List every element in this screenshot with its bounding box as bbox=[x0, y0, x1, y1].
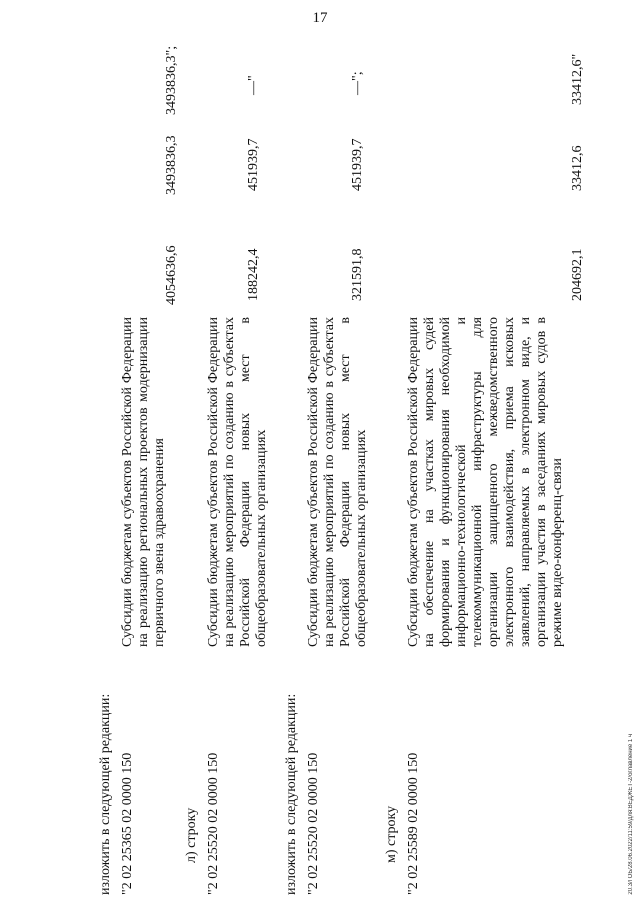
row-description: Субсидии бюджетам субъектов Российской Федерации на реализацию мероприятий по созданию в субъектах Российской Федерации новых мест в общеобразовательных организациях bbox=[206, 317, 269, 647]
lead-text: изложить в следующей редакции: bbox=[98, 693, 113, 895]
value-2023: 3493836,3 bbox=[164, 135, 179, 195]
row-description: Субсидии бюджетам субъектов Российской Федерации на реализацию мероприятий по созданию в субъектах Российской Федерации новых мест в общеобразовательных организациях bbox=[306, 317, 369, 647]
value-2022: 204692,1 bbox=[570, 248, 585, 301]
value-2022: 188242,4 bbox=[246, 248, 261, 301]
lead-text: изложить в следующей редакции: bbox=[284, 693, 299, 895]
budget-code: "2 02 25520 02 0000 150 bbox=[306, 752, 321, 895]
row-description: Субсидии бюджетам субъектов Российской Федерации на реализацию региональных проектов модернизации первичного звена здравоохранения bbox=[120, 317, 167, 647]
page-number: 17 bbox=[312, 10, 328, 26]
value-2024: 33412,6" bbox=[570, 53, 585, 105]
value-2023: 451939,7 bbox=[350, 138, 365, 191]
row-description: Субсидии бюджетам субъектов Российской Федерации на обеспечение на участках мировых судей формирования и функционирования необходимой информационно-технологической и телекоммуникационной инфраструктуры для организации защищенного межведомственного электронного взаимодействия, приема исковых заявлений, направляемых в электронном виде, и организации участия в заседаниях мировых судов в режиме видео-конференц-связи bbox=[406, 317, 565, 647]
value-2024: 3493836,3"; bbox=[164, 45, 179, 115]
budget-code: "2 02 25365 02 0000 150 bbox=[120, 752, 135, 895]
budget-code: "2 02 25520 02 0000 150 bbox=[206, 752, 221, 895]
lead-text: м) строку bbox=[384, 805, 399, 863]
value-2023: 451939,7 bbox=[246, 138, 261, 191]
value-2022: 321591,8 bbox=[350, 248, 365, 301]
value-2022: 4054636,6 bbox=[164, 245, 179, 305]
document-footer-stamp: 20.3/ГОБ/28.06.2022/11:59/для:ВЕДЖЕТ-2/оглавление 1 ч bbox=[628, 734, 634, 895]
rotated-document-sheet bbox=[20, 15, 620, 895]
value-2024: —" bbox=[246, 75, 261, 95]
value-2023: 33412,6 bbox=[570, 145, 585, 191]
value-2024: —"; bbox=[350, 71, 365, 95]
lead-text: л) строку bbox=[184, 807, 199, 863]
budget-code: "2 02 25589 02 0000 150 bbox=[406, 752, 421, 895]
